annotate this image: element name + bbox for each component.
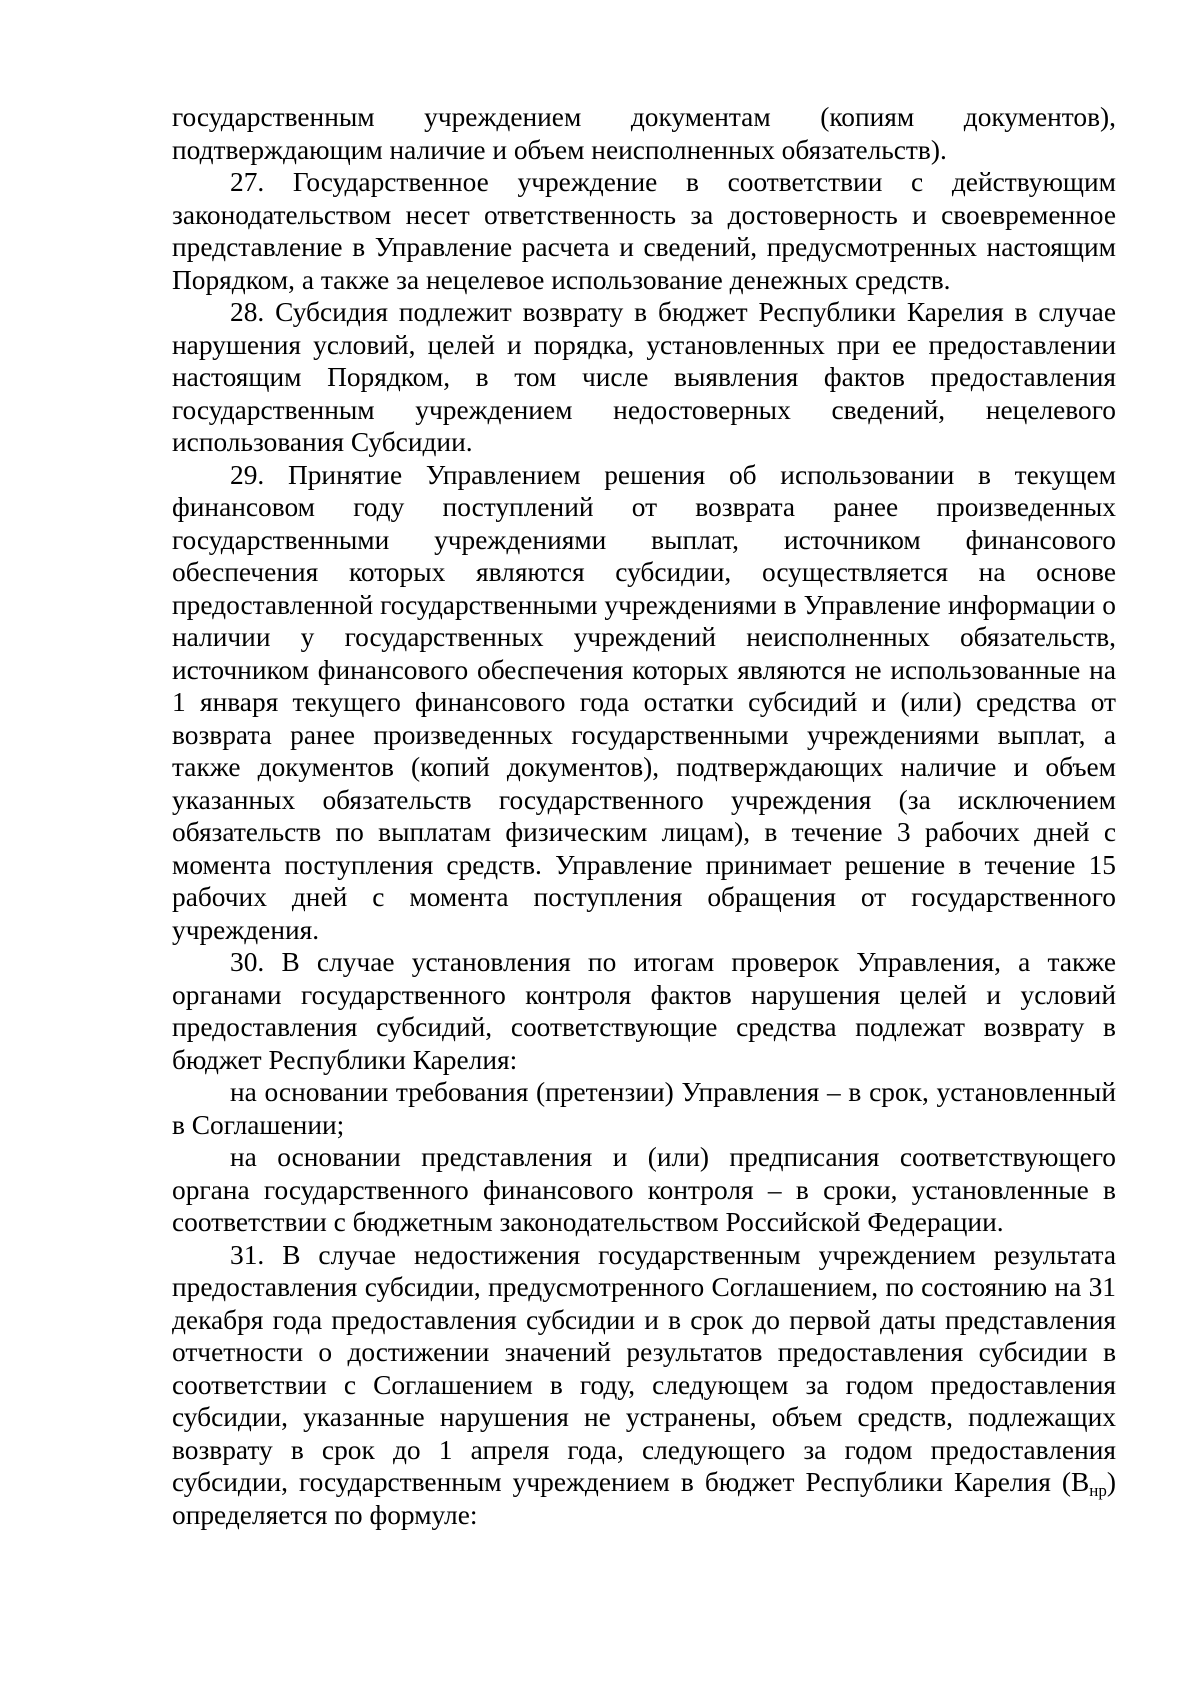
paragraph-30: 30. В случае установления по итогам проверок Управления, а также органами государственного контроля фактов нарушения целей и условий предоставления субсидий, соответствующие средства подлежат возврату в бюджет Республики Карелия: xyxy=(172,947,1116,1075)
formula-symbol: В xyxy=(1070,1467,1090,1497)
paragraph-31-text: 31. В случае недостижения государственным учреждением результата предоставления субсидии, предусмотренного Соглашением, по состоянию на 31 декабря года предоставления субсидии и в срок до первой даты представления отчетности о достижении значений результатов предоставления субсидии в соответствии с Соглашением в году, следующем за годом предоставления субсидии, указанные нарушения не устранены, объем средств, подлежащих возврату в срок до 1 апреля года, следующего за годом предоставления субсидии, государственным учреждением в бюджет Республики Карелия ( xyxy=(172,1239,1116,1497)
document-page xyxy=(172,101,1116,1531)
paragraph-30-claim: на основании требования (претензии) Управления – в срок, установленный в Соглашении; xyxy=(172,1077,1116,1140)
paragraph-30-control: на основании представления и (или) предписания соответствующего органа государственного финансового контроля – в сроки, установленные в соответствии с бюджетным законодательством Российской Федерации. xyxy=(172,1142,1116,1237)
paragraph-continuation: государственным учреждением документам (копиям документов), подтверждающим наличие и объем неисполненных обязательств). xyxy=(172,102,1116,165)
paragraph-31 xyxy=(172,1239,1116,1532)
paragraph-28: 28. Субсидия подлежит возврату в бюджет Республики Карелия в случае нарушения условий, целей и порядка, установленных при ее предоставлении настоящим Порядком, в том числе выявления фактов предоставления государственным учреждением недостоверных сведений, нецелевого использования Субсидии. xyxy=(172,297,1116,457)
paragraph-29: 29. Принятие Управлением решения об использовании в текущем финансовом году поступлений от возврата ранее произведенных государственными учреждениями выплат, источником финансового обеспечения которых являются субсидии, осуществляется на основе предоставленной государственными учреждениями в Управление информации о наличии у государственных учреждений неисполненных обязательств, источником финансового обеспечения которых являются не использованные на 1 января текущего финансового года остатки субсидий и (или) средства от возврата ранее произведенных государственными учреждениями выплат, а также документов (копий документов), подтверждающих наличие и объем указанных обязательств государственного учреждения (за исключением обязательств по выплатам физическим лицам), в течение 3 рабочих дней с момента поступления средств. Управление принимает решение в течение 15 рабочих дней с момента поступления обращения от государственного учреждения. xyxy=(172,459,1116,945)
paragraph-27: 27. Государственное учреждение в соответствии с действующим законодательством несет ответственность за достоверность и своевременное представление в Управление расчета и сведений, предусмотренных настоящим Порядком, а также за нецелевое использование денежных средств. xyxy=(172,167,1116,295)
paragraph-31-tail: ) определяется по формуле: xyxy=(172,1467,1116,1530)
formula-symbol-subscript: нр xyxy=(1089,1481,1107,1500)
